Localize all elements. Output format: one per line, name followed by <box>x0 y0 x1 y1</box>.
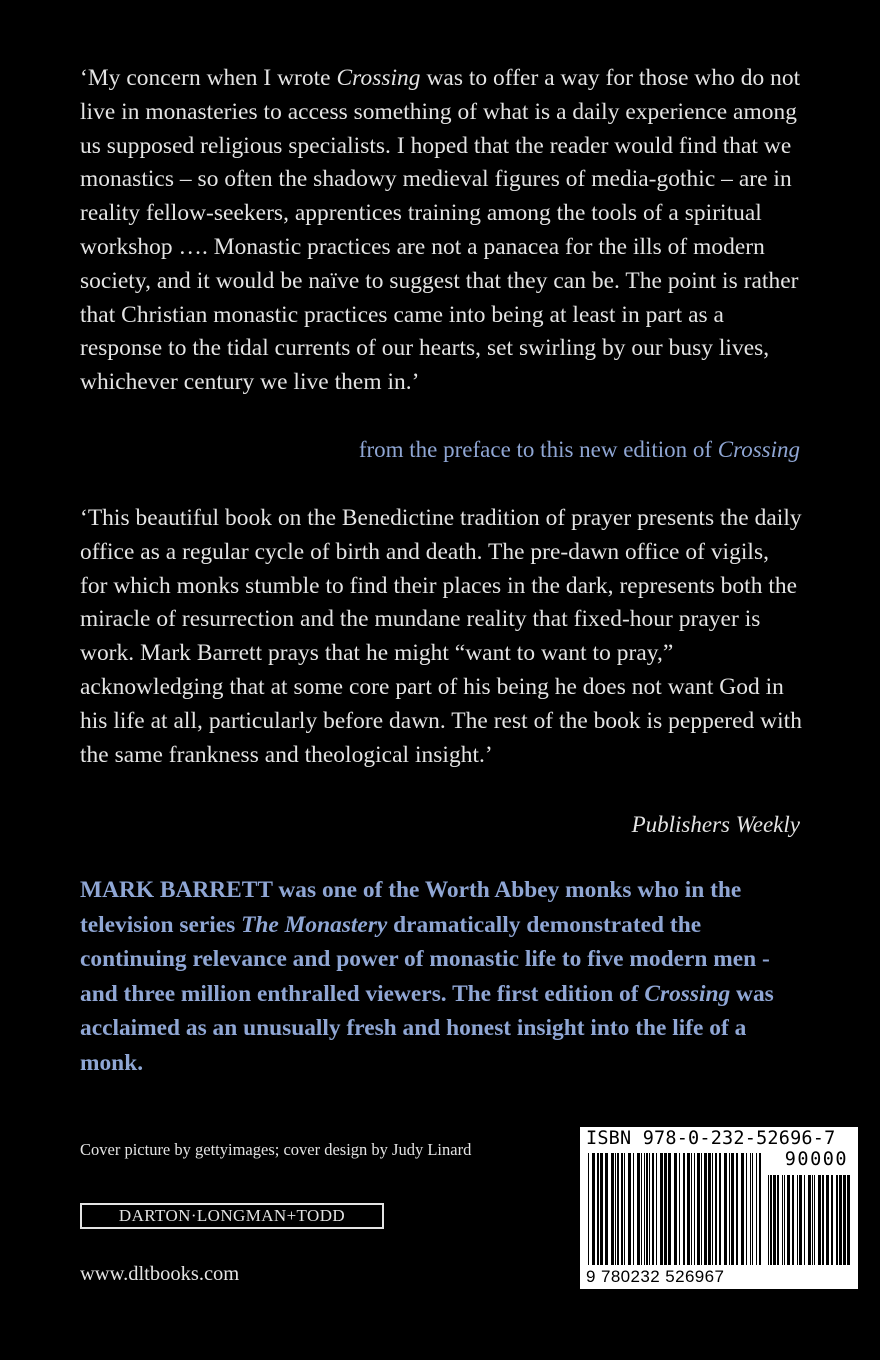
barcode-bars <box>580 1127 858 1289</box>
preface-quote <box>80 62 802 400</box>
author-bio-book-title: Crossing <box>644 980 731 1007</box>
publisher-logo: DARTON·LONGMAN+TODD <box>80 1203 384 1229</box>
author-bio <box>80 873 802 1081</box>
author-bio-text-3: was acclaimed as an unusually fresh and honest insight into the life of a monk. <box>80 980 774 1076</box>
preface-quote-text-2: was to offer a way for those who do not live in monasteries to access something of what is a daily experience among us supposed religious specialists. I hoped that the reader would find that we monastics – so often the shadowy medieval figures of media-gothic – are in reality fellow-seekers, apprentices training among the tools of a spiritual workshop …. Monastic practices are not a panacea for the ills of modern society, and it would be naïve to suggest that they can be. The point is rather that Christian monastic practices came into being at least in part as a response to the tidal currents of our hearts, set swirling by our busy lives, whichever century we live them in.’ <box>80 65 801 396</box>
preface-quote-text-1: ‘My concern when I wrote <box>80 65 337 91</box>
barcode-digits: 9 780232 526967 <box>586 1267 725 1286</box>
preface-attribution-text: from the preface to this new edition of <box>358 437 718 462</box>
isbn-text: ISBN 978-0-232-52696-7 <box>586 1128 836 1149</box>
review-quote: ‘This beautiful book on the Benedictine tradition of prayer presents the daily office as a regular cycle of birth and death. The pre-dawn office of vigils, for which monks stumble to find their places in the dark, represents both the miracle of resurrection and the mundane reality that fixed-hour prayer is work. Mark Barrett prays that he might “want to want to pray,” acknowledging that at some core part of his being he does not want God in his life at all, particularly before dawn. The rest of the book is peppered with the same frankness and theological insight.’ <box>80 505 802 768</box>
review-attribution: Publishers Weekly <box>631 812 800 837</box>
preface-quote-book-title: Crossing <box>336 65 421 91</box>
author-bio-show-title: The Monastery <box>241 911 388 938</box>
author-bio-text-1: MARK BARRETT was one of the Worth Abbey monks who in the television series <box>80 877 742 938</box>
cover-credits: Cover picture by gettyimages; cover design by Judy Linard <box>80 1140 472 1159</box>
isbn-barcode <box>580 1127 858 1289</box>
preface-attribution-title: Crossing <box>717 437 800 462</box>
preface-attribution <box>359 433 800 466</box>
author-bio-text-2: dramatically demonstrated the continuing relevance and power of monastic life to five modern men - and three million enthralled viewers. The first edition of <box>80 911 770 1007</box>
publisher-website: www.dltbooks.com <box>80 1263 240 1285</box>
price-code: 90000 <box>784 1149 848 1170</box>
